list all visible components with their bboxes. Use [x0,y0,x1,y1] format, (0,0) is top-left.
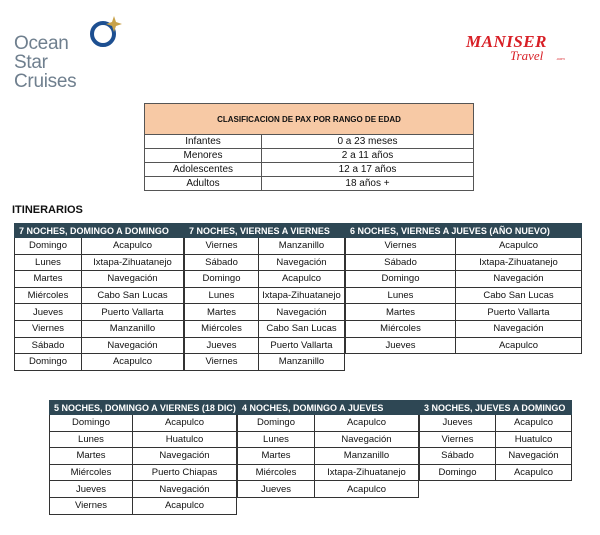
itinerary-row [15,337,184,354]
itinerary-row [185,287,345,304]
itinerary-port: Acapulco [315,481,419,498]
itinerary-row [185,304,345,321]
itinerary-day: Lunes [15,254,82,271]
itinerary-day: Martes [238,448,315,465]
itinerary-port: Huatulco [133,431,237,448]
itinerary-port: Navegación [456,271,582,288]
age-table-header: CLASIFICACION DE PAX POR RANGO DE EDAD [145,104,474,135]
itinerary-port: Ixtapa-Zihuatanejo [82,254,184,271]
itinerary-day: Sábado [346,254,456,271]
itinerary-port: Navegación [133,448,237,465]
itinerary-day: Miércoles [346,320,456,337]
itinerary-row [185,320,345,337]
itinerary-day: Jueves [420,415,496,432]
itinerary-port: Navegación [496,448,572,465]
itinerary-day: Jueves [15,304,82,321]
itinerary-header: 7 NOCHES, DOMINGO A DOMINGO [15,224,184,238]
itinerary-day: Jueves [50,481,133,498]
itinerary-day: Miércoles [185,320,259,337]
itinerary-day: Viernes [185,238,259,255]
itinerary-port: Navegación [456,320,582,337]
itinerary-day: Jueves [185,337,259,354]
itinerary-port: Ixtapa-Zihuatanejo [315,464,419,481]
itinerary-table [237,400,419,498]
age-row [145,149,474,163]
itinerary-day: Viernes [346,238,456,255]
itinerary-row [238,464,419,481]
itinerary-row [238,415,419,432]
itinerary-row [50,481,237,498]
itinerary-row [346,320,582,337]
itinerary-table [419,400,572,481]
itinerary-day: Domingo [15,354,82,371]
itinerary-day: Lunes [50,431,133,448]
ocean-star-cruises-logo [14,14,134,94]
logo-tld: .com [556,56,565,61]
age-range: 0 a 23 meses [262,135,474,149]
itinerary-row [185,271,345,288]
itinerary-row [15,254,184,271]
itinerary-port: Navegación [133,481,237,498]
itinerary-day: Domingo [238,415,315,432]
itinerary-row [50,415,237,432]
itinerary-day: Domingo [15,238,82,255]
itinerary-row [50,464,237,481]
itinerary-row [50,497,237,514]
age-row [145,135,474,149]
itinerary-port: Acapulco [133,415,237,432]
itinerary-row [185,354,345,371]
age-category: Adultos [145,177,262,191]
itinerary-port: Ixtapa-Zihuatanejo [456,254,582,271]
itinerary-row [185,238,345,255]
itinerary-day: Miércoles [50,464,133,481]
itinerary-row [50,431,237,448]
itinerary-port: Navegación [315,431,419,448]
itinerary-row [346,337,582,354]
itinerary-row [238,448,419,465]
age-row [145,177,474,191]
age-category: Menores [145,149,262,163]
itinerary-row [420,415,572,432]
itinerary-port: Puerto Vallarta [456,304,582,321]
itinerary-day: Jueves [238,481,315,498]
maniser-travel-logo [466,32,576,72]
itinerary-port: Acapulco [82,354,184,371]
itinerary-day: Sábado [420,448,496,465]
itinerary-port: Cabo San Lucas [456,287,582,304]
itinerary-row [346,238,582,255]
itinerary-day: Martes [185,304,259,321]
itinerary-header: 7 NOCHES, VIERNES A VIERNES [185,224,345,238]
itinerary-day: Lunes [346,287,456,304]
age-range: 18 años + [262,177,474,191]
age-classification-table [144,103,474,191]
itinerary-day: Sábado [15,337,82,354]
age-range: 2 a 11 años [262,149,474,163]
itinerary-row [15,354,184,371]
itinerary-day: Domingo [50,415,133,432]
age-category: Infantes [145,135,262,149]
itinerary-port: Manzanillo [315,448,419,465]
itinerary-row [15,287,184,304]
itinerary-table [345,223,582,354]
itinerary-port: Acapulco [496,415,572,432]
itinerary-day: Lunes [185,287,259,304]
itinerary-row [238,481,419,498]
itinerary-port: Navegación [259,304,345,321]
itinerary-header: 6 NOCHES, VIERNES A JUEVES (AÑO NUEVO) [346,224,582,238]
itinerary-port: Manzanillo [259,354,345,371]
itinerary-row [420,448,572,465]
itinerary-day: Miércoles [15,287,82,304]
itinerary-day: Martes [50,448,133,465]
itinerary-port: Acapulco [133,497,237,514]
itinerary-port: Navegación [82,271,184,288]
itinerary-day: Domingo [185,271,259,288]
itinerary-port: Manzanillo [82,320,184,337]
itinerary-port: Acapulco [315,415,419,432]
itinerary-header: 3 NOCHES, JUEVES A DOMINGO [420,401,572,415]
itinerary-port: Acapulco [456,337,582,354]
age-table-body [145,135,474,191]
itinerary-day: Martes [15,271,82,288]
itinerary-day: Domingo [420,464,496,481]
itinerary-row [15,238,184,255]
itinerary-row [15,320,184,337]
itinerary-port: Navegación [82,337,184,354]
logo-name: MANISER [466,32,547,51]
itinerary-port: Huatulco [496,431,572,448]
itinerary-port: Cabo San Lucas [82,287,184,304]
itinerary-day: Domingo [346,271,456,288]
itinerary-port: Cabo San Lucas [259,320,345,337]
itinerary-day: Viernes [185,354,259,371]
itinerary-day: Sábado [185,254,259,271]
age-category: Adolescentes [145,163,262,177]
itinerary-row [420,431,572,448]
itinerary-day: Miércoles [238,464,315,481]
itinerary-port: Acapulco [496,464,572,481]
itinerary-table [184,223,345,371]
age-range: 12 a 17 años [262,163,474,177]
itinerary-day: Viernes [50,497,133,514]
itinerary-port: Acapulco [456,238,582,255]
itinerary-port: Manzanillo [259,238,345,255]
itinerary-port: Puerto Chiapas [133,464,237,481]
itinerary-row [346,304,582,321]
itinerary-port: Navegación [259,254,345,271]
logo-line: Ocean [14,33,69,54]
itinerary-row [185,337,345,354]
itinerary-row [346,254,582,271]
itinerary-day: Jueves [346,337,456,354]
itinerary-day: Martes [346,304,456,321]
itinerary-port: Puerto Vallarta [82,304,184,321]
logo-line: Star [14,52,48,73]
itinerary-day: Viernes [15,320,82,337]
age-row [145,163,474,177]
itinerary-table [49,400,237,515]
itinerarios-heading: ITINERARIOS [12,204,83,216]
itinerary-row [346,287,582,304]
itinerary-row [15,304,184,321]
itinerary-day: Lunes [238,431,315,448]
itinerary-row [50,448,237,465]
itinerary-day: Viernes [420,431,496,448]
itinerary-port: Acapulco [259,271,345,288]
itinerary-row [238,431,419,448]
itinerary-port: Acapulco [82,238,184,255]
itinerary-row [185,254,345,271]
itinerary-header: 5 NOCHES, DOMINGO A VIERNES (18 DIC) [50,401,237,415]
itinerary-row [420,464,572,481]
itinerary-row [346,271,582,288]
itinerary-table [14,223,184,371]
itinerary-port: Puerto Vallarta [259,337,345,354]
itinerary-header: 4 NOCHES, DOMINGO A JUEVES [238,401,419,415]
itinerary-row [15,271,184,288]
star-circle-icon [86,14,130,50]
itinerary-port: Ixtapa-Zihuatanejo [259,287,345,304]
logo-line: Cruises [14,71,77,92]
logo-sub: Travel [510,48,544,63]
